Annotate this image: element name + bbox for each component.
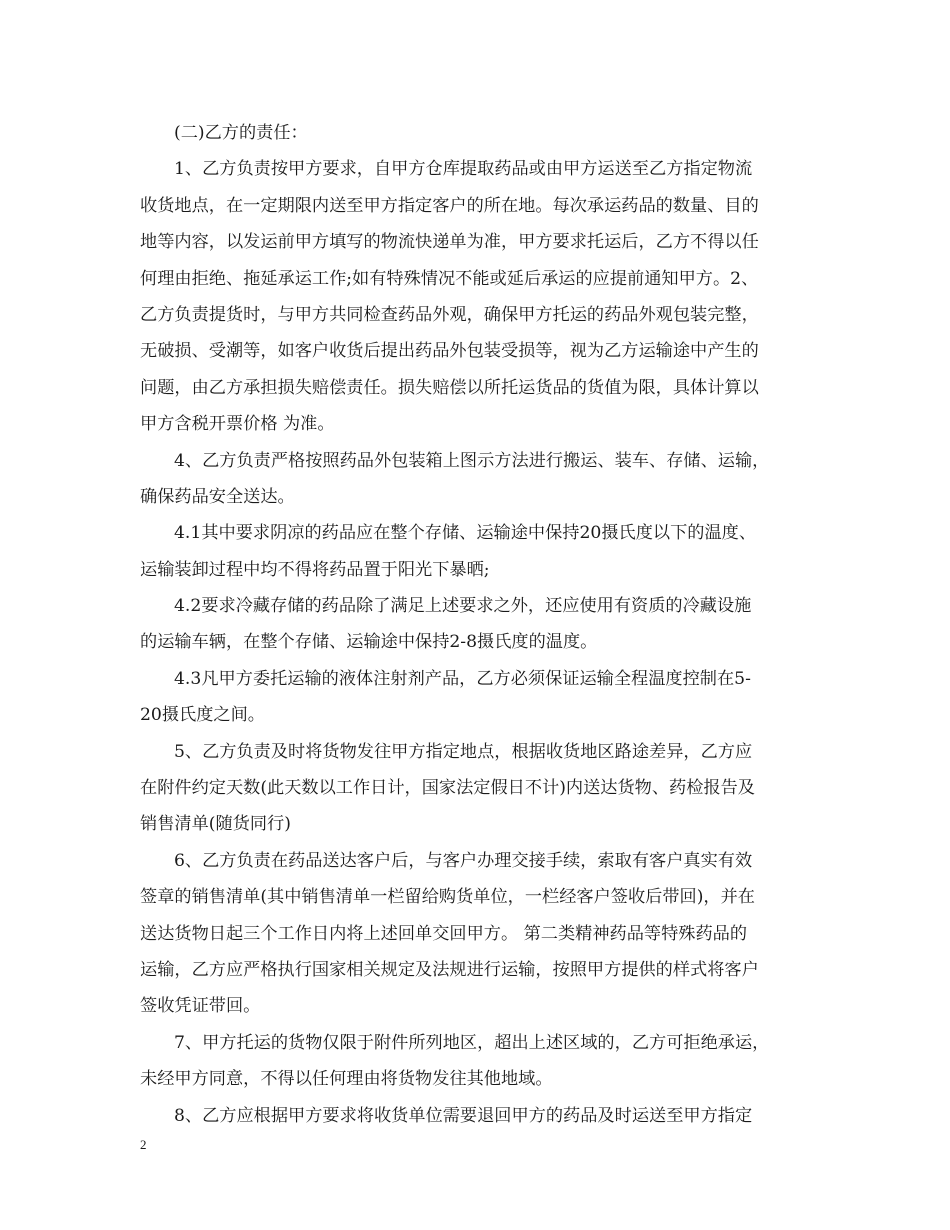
text-line: 签收凭证带回。 (140, 996, 261, 1017)
text-line: 问题，由乙方承担损失赔偿责任。损失赔偿以所托运货品的货值为限，具体计算以 (140, 377, 759, 398)
text-line: 4、乙方负责严格按照药品外包装箱上图示方法进行搬运、装车、存储、运输， (174, 450, 770, 471)
page-number: 2 (140, 1137, 147, 1152)
document-body (140, 115, 812, 1134)
text-line: 地等内容，以发运前甲方填写的物流快递单为准，甲方要求托运后，乙方不得以任 (140, 232, 759, 253)
text-line: 运输，乙方应严格执行国家相关规定及法规进行运输，按照甲方提供的样式将客户 (140, 959, 759, 980)
text-line: 确保药品安全送达。 (140, 486, 295, 507)
text-line: 甲方含税开票价格 为准。 (140, 414, 335, 435)
text-line: 签章的销售清单(其中销售清单一栏留给购货单位，一栏经客户签收后带回)，并在 (140, 887, 755, 908)
text-line: 运输装卸过程中均不得将药品置于阳光下暴晒; (140, 559, 490, 580)
text-line: 7、甲方托运的货物仅限于附件所列地区，超出上述区域的，乙方可拒绝承运， (174, 1032, 770, 1053)
text-line: 无破损、受潮等，如客户收货后提出药品外包装受损等，视为乙方运输途中产生的 (140, 341, 759, 362)
text-line: 送达货物日起三个工作日内将上述回单交回甲方。 第二类精神药品等特殊药品的 (140, 923, 748, 944)
text-line: 的运输车辆，在整个存储、运输途中保持2-8摄氏度的温度。 (140, 632, 598, 653)
text-line: 收货地点，在一定期限内送至甲方指定客户的所在地。每次承运药品的数量、目的 (140, 195, 759, 216)
text-line: 6、乙方负责在药品送达客户后，与客户办理交接手续，索取有客户真实有效 (174, 850, 753, 871)
text-line: 4.1其中要求阴凉的药品应在整个存储、运输途中保持20摄氏度以下的温度、 (174, 523, 757, 544)
text-line: 4.2要求冷藏存储的药品除了满足上述要求之外，还应使用有资质的冷藏设施 (174, 596, 752, 617)
text-line: 5、乙方负责及时将货物发往甲方指定地点，根据收货地区路途差异，乙方应 (174, 741, 753, 762)
text-line: 何理由拒绝、拖延承运工作;如有特殊情况不能或延后承运的应提前通知甲方。2、 (140, 268, 759, 289)
text-line: 乙方负责提货时，与甲方共同检查药品外观，确保甲方托运的药品外观包装完整， (140, 304, 759, 325)
text-line: 1、乙方负责按甲方要求，自甲方仓库提取药品或由甲方运送至乙方指定物流 (174, 159, 753, 180)
text-line: 8、乙方应根据甲方要求将收货单位需要退回甲方的药品及时运送至甲方指定 (174, 1105, 753, 1126)
text-line: 在附件约定天数(此天数以工作日计，国家法定假日不计)内送达货物、药检报告及 (140, 778, 755, 799)
text-line: 未经甲方同意，不得以任何理由将货物发往其他地域。 (140, 1069, 553, 1090)
section-heading: (二)乙方的责任： (174, 123, 308, 143)
text-line: 4.3凡甲方委托运输的液体注射剂产品，乙方必须保证运输全程温度控制在5- (174, 668, 751, 689)
text-line: 销售清单(随货同行) (140, 814, 291, 835)
text-line: 20摄氏度之间。 (140, 705, 265, 726)
